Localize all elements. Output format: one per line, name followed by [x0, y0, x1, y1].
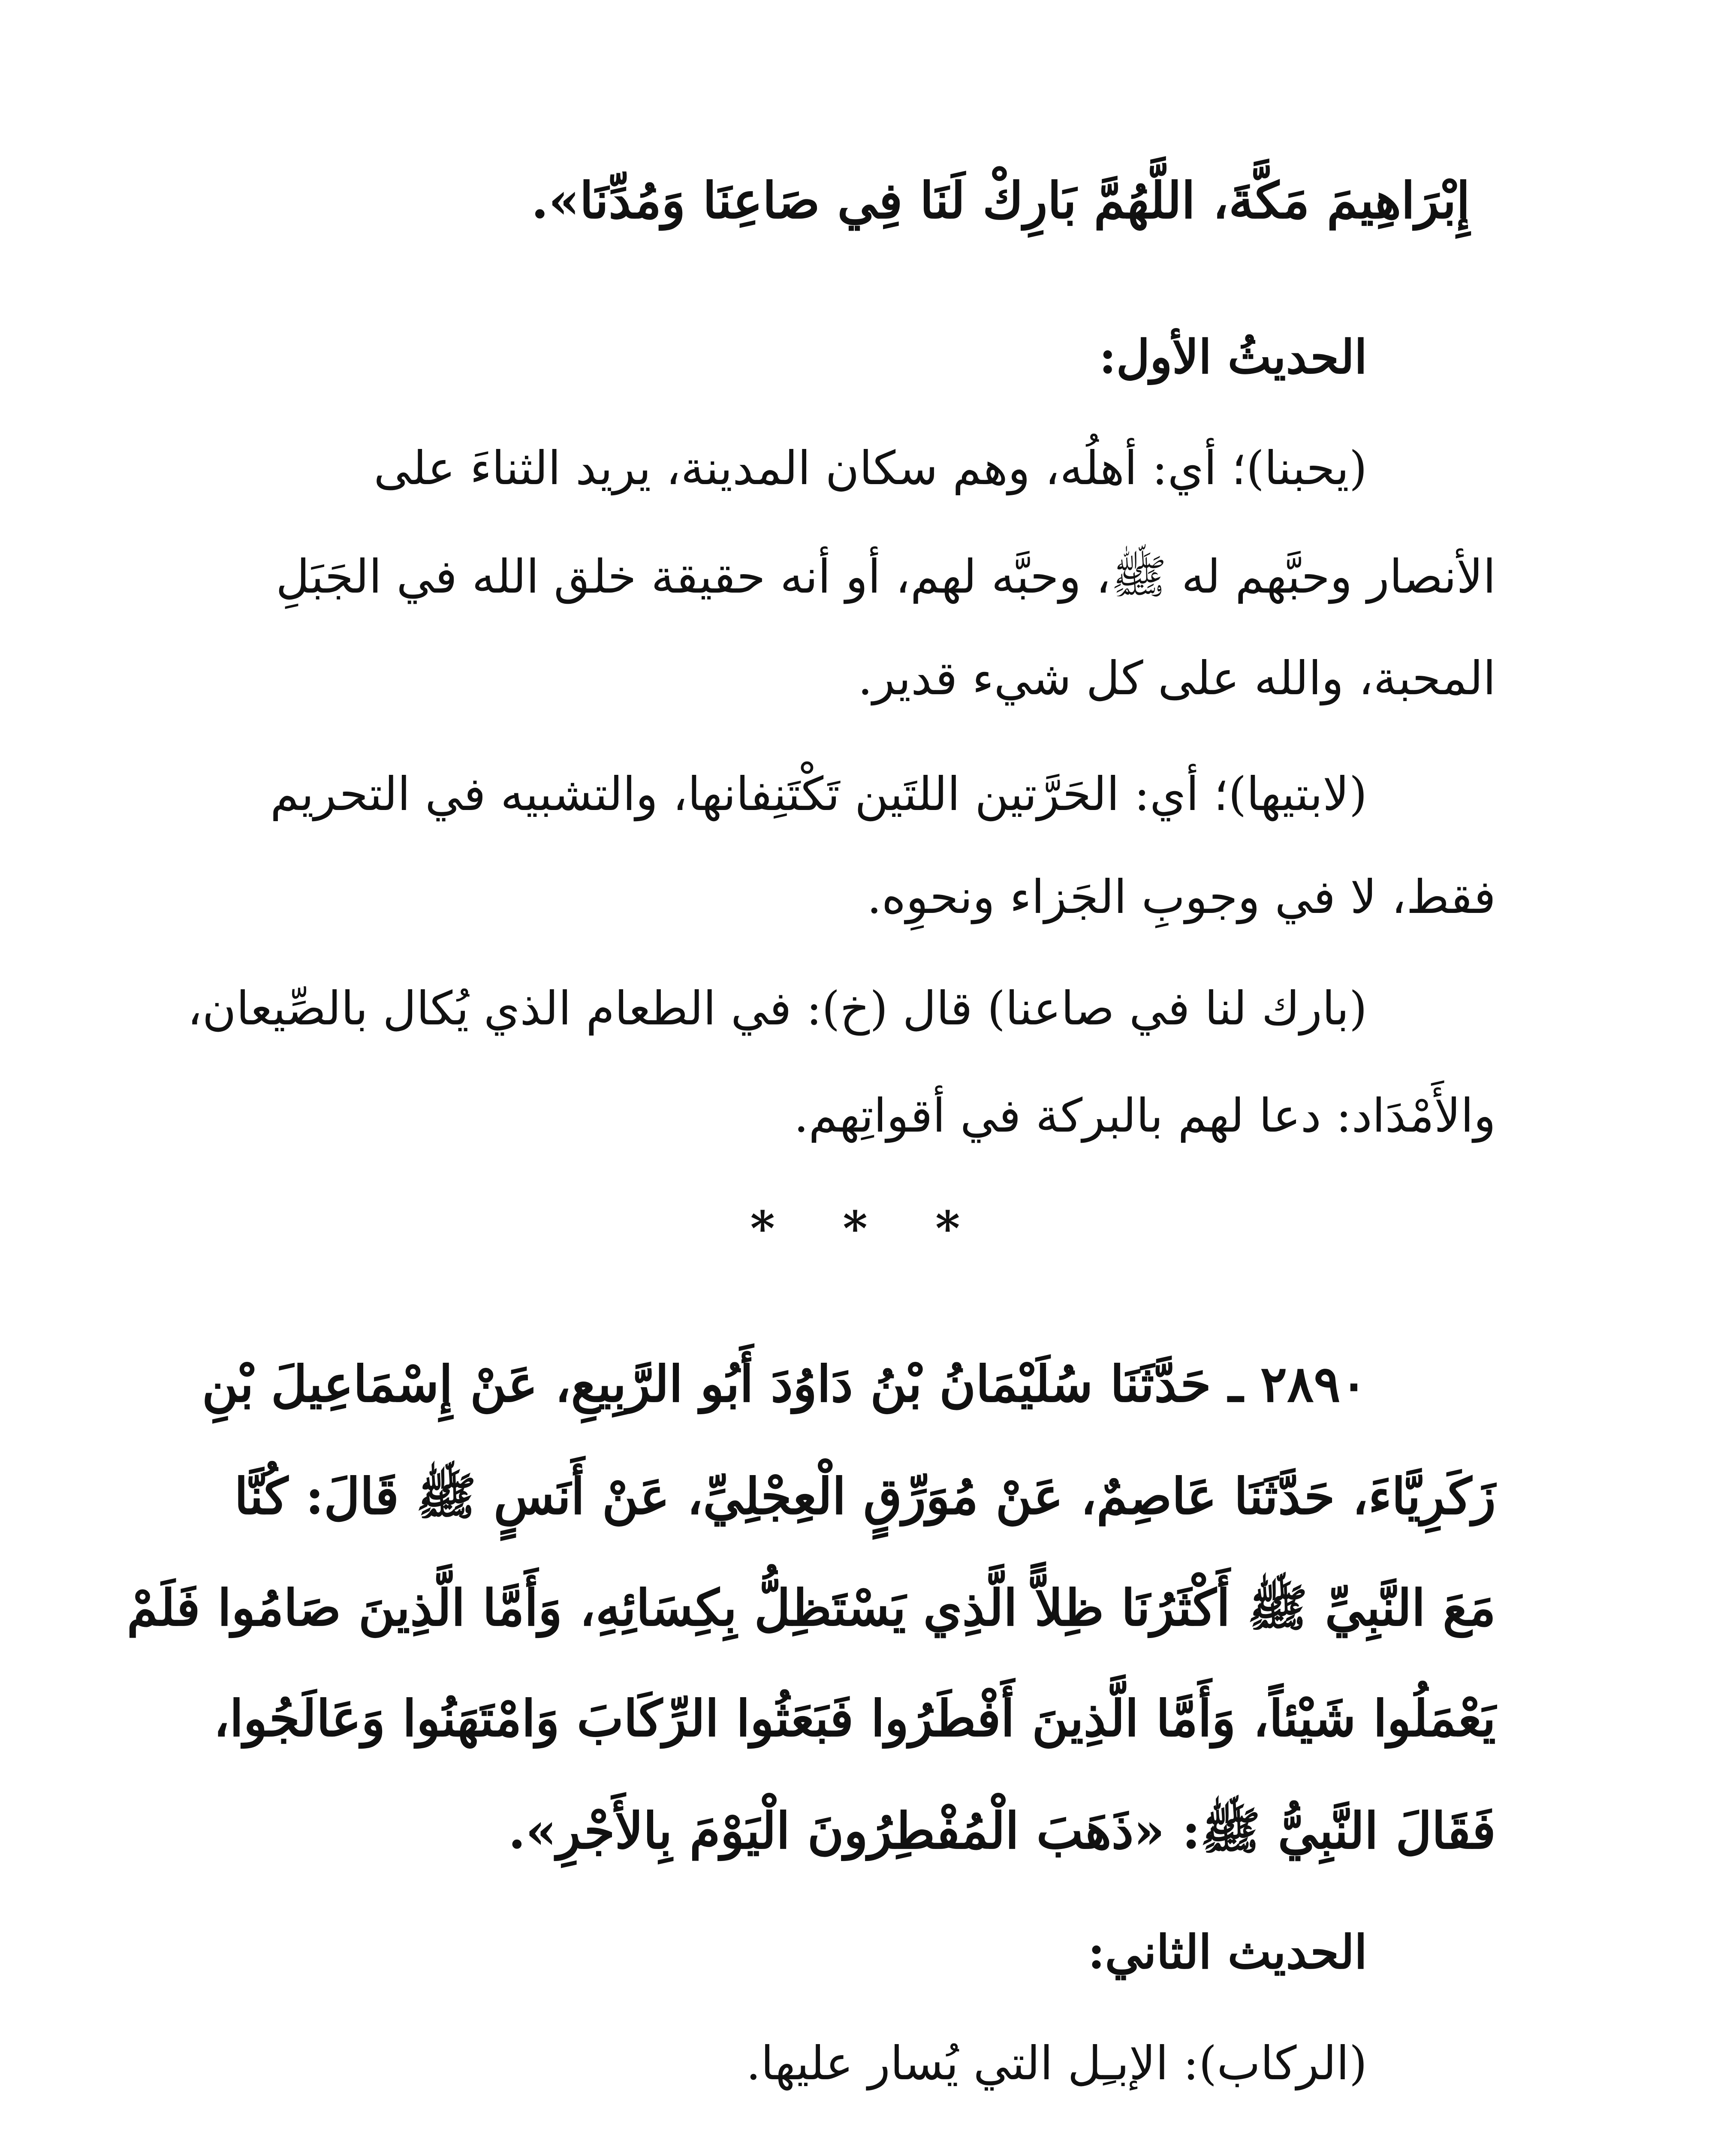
commentary-1-para-1-line-2: الأنصار وحبَّهم له ﷺ، وحبَّه لهم، أو أنه حقيقة خلق الله في الجَبَلِ — [276, 550, 1496, 604]
commentary-2-line-1: (الركاب): الإبـِل التي يُسار عليها. — [746, 2037, 1367, 2090]
commentary-1-para-3-line-1: (بارك لنا في صاعنا) قال (خ): في الطعام الذي يُكال بالصِّيعان، — [187, 982, 1367, 1036]
commentary-1-para-2-line-1: (لابتيها)؛ أي: الحَرَّتين اللتَين تَكْتَنِفانها، والتشبيه في التحريم — [270, 768, 1367, 821]
commentary-2-heading: الحديث الثاني: — [1088, 1925, 1367, 1979]
commentary-1-para-1-line-3: المحبة، والله على كل شيء قدير. — [858, 652, 1496, 705]
commentary-1-para-2-line-2: فقط، لا في وجوبِ الجَزاء ونحوِه. — [867, 870, 1496, 924]
hadith-2890-line-2: زَكَرِيَّاءَ، حَدَّثَنَا عَاصِمٌ، عَنْ مُوَرِّقٍ الْعِجْلِيِّ، عَنْ أَنَسٍ ﷺ قَالَ: كُنَّا — [234, 1467, 1496, 1526]
hadith-2890-line-1: ٢٨٩٠ ـ حَدَّثَنَا سُلَيْمَانُ بْنُ دَاوُدَ أَبُو الرَّبِيعِ، عَنْ إِسْمَاعِيلَ بْنِ — [202, 1355, 1367, 1413]
hadith-2890-line-5: فَقَالَ النَّبِيُّ ﷺ: «ذَهَبَ الْمُفْطِرُونَ الْيَوْمَ بِالأَجْرِ». — [508, 1802, 1496, 1860]
hadith-continuation-line: إِبْرَاهِيمَ مَكَّةَ، اللَّهُمَّ بَارِكْ لَنَا فِي صَاعِنَا وَمُدِّنَا». — [531, 172, 1470, 230]
commentary-1-heading: الحديثُ الأول: — [1099, 330, 1367, 384]
hadith-2890-line-4: يَعْمَلُوا شَيْئاً، وَأَمَّا الَّذِينَ أَفْطَرُوا فَبَعَثُوا الرِّكَابَ وَامْتَهَنُوا وَعَالَجُوا، — [213, 1689, 1496, 1748]
section-separator: * * * — [750, 1201, 986, 1256]
commentary-1-para-1-line-1: (يحبنا)؛ أي: أهلُه، وهم سكان المدينة، يريد الثناءَ على — [374, 442, 1367, 495]
commentary-1-para-3-line-2: والأَمْدَاد: دعا لهم بالبركة في أقواتِهم. — [794, 1089, 1496, 1143]
hadith-2890-line-3: مَعَ النَّبِيِّ ﷺ أَكْثَرُنَا ظِلاًّ الَّذِي يَسْتَظِلُّ بِكِسَائِهِ، وَأَمَّا الَّذِينَ صَامُوا فَلَمْ — [127, 1579, 1496, 1637]
